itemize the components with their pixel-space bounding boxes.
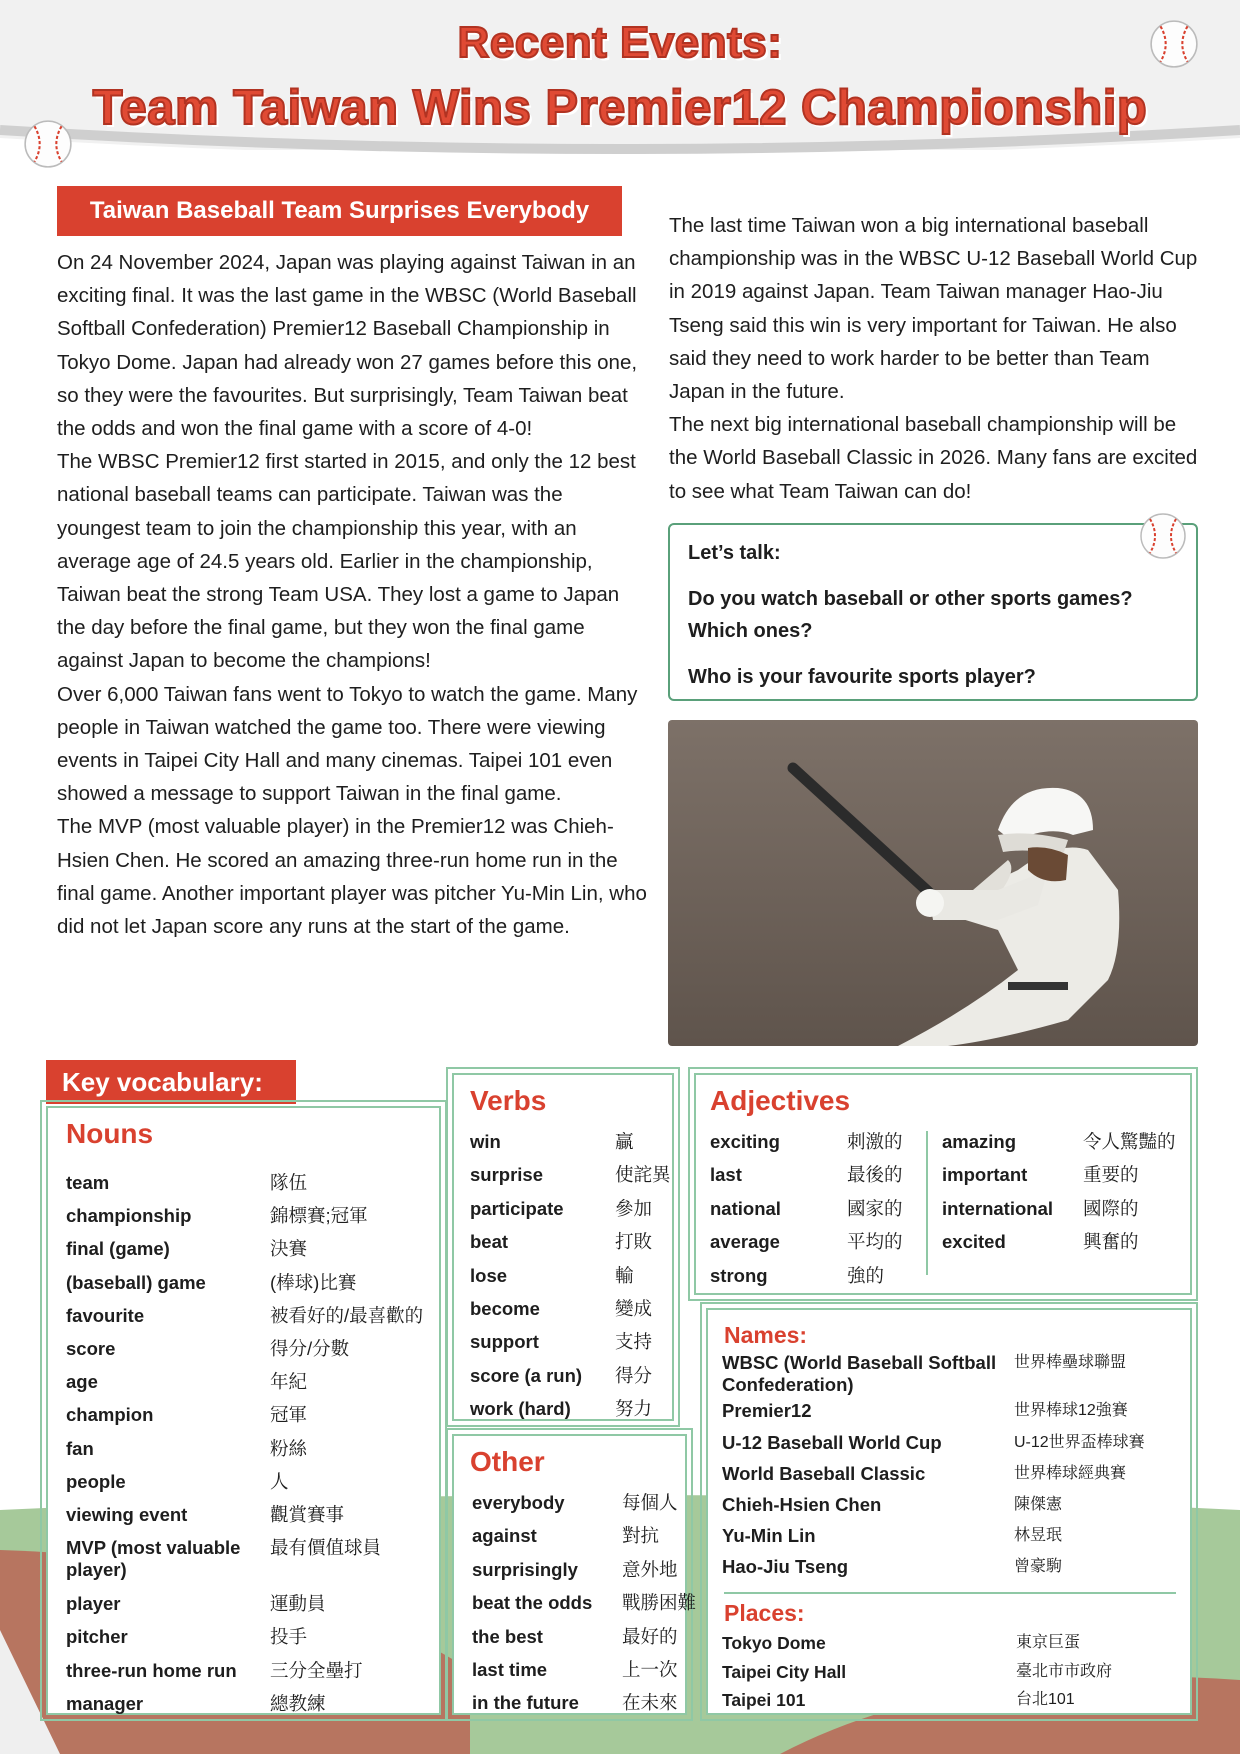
vocab-translation: 努力 [615, 1398, 653, 1420]
adjectives-box [694, 1073, 1192, 1295]
vocab-translation: 強的 [847, 1264, 885, 1286]
vocab-translation: 支持 [615, 1331, 653, 1353]
article-left-column [57, 246, 647, 943]
vocab-translation: 每個人 [622, 1492, 678, 1513]
vocab-term: amazing [942, 1131, 1017, 1152]
vocab-translation: 變成 [615, 1298, 653, 1319]
vocab-term: three-run home run [66, 1659, 237, 1681]
vocab-term: Hao-Jiu Tseng [722, 1556, 849, 1577]
places-heading: Places: [724, 1600, 805, 1626]
vocab-term: work (hard) [470, 1398, 571, 1420]
vocab-term: team [66, 1172, 110, 1193]
names-places-box [706, 1308, 1192, 1715]
vocab-translation: 總教練 [270, 1692, 326, 1714]
vocab-term: fan [66, 1437, 94, 1459]
vocab-term: Premier12 [722, 1400, 812, 1421]
vocab-term: beat the odds [472, 1592, 593, 1614]
vocab-term: WBSC (World Baseball Softball Confederation) [722, 1352, 997, 1395]
vocab-translation: 意外地 [622, 1558, 678, 1580]
vocab-term: international [942, 1197, 1054, 1219]
vocab-translation: 刺激的 [847, 1131, 903, 1152]
vocab-translation: 輸 [615, 1264, 634, 1286]
verbs-heading: Verbs [470, 1085, 547, 1116]
vocab-term: national [710, 1197, 781, 1219]
vocab-term: Chieh-Hsien Chen [722, 1494, 882, 1515]
page-title-line2: Team Taiwan Wins Premier12 Championship [92, 81, 1148, 135]
other-box [452, 1434, 697, 1715]
vocab-translation: 林昱珉 [1014, 1527, 1063, 1544]
vocab-translation: 使詫異 [615, 1164, 671, 1186]
vocab-term: manager [66, 1692, 144, 1714]
vocab-term: pitcher [66, 1626, 128, 1648]
vocab-translation: 錦標賽;冠軍 [270, 1205, 368, 1227]
vocab-term: against [472, 1525, 537, 1547]
vocab-term: Yu-Min Lin [722, 1525, 816, 1546]
vocab-translation: 世界棒球12強賽 [1014, 1402, 1128, 1419]
vocab-term: MVP (most valuable player) [66, 1537, 241, 1581]
vocab-term: final (game) [66, 1238, 170, 1260]
key-vocabulary-label: Key vocabulary: [46, 1060, 296, 1104]
vocab-translation: 冠軍 [270, 1404, 308, 1426]
vocab-translation: 得分/分數 [270, 1338, 350, 1359]
vocab-term: average [710, 1231, 780, 1253]
vocab-translation: 運動員 [270, 1593, 326, 1615]
vocab-translation: 隊伍 [270, 1172, 308, 1193]
vocab-translation: 打敗 [615, 1231, 653, 1253]
vocab-translation: 台北101 [1016, 1691, 1075, 1708]
vocab-term: score (a run) [470, 1364, 583, 1386]
lets-talk-title: Let’s talk: [688, 542, 781, 564]
vocab-term: champion [66, 1404, 154, 1426]
vocab-translation: 世界棒壘球聯盟 [1014, 1354, 1127, 1371]
vocab-term: player [66, 1593, 121, 1615]
adjectives-heading: Adjectives [710, 1085, 851, 1116]
vocab-term: important [942, 1164, 1028, 1186]
article-paragraph: The MVP (most valuable player) in the Premier12 was Chieh-Hsien Chen. He scored an amazing three-run home run in the final game. Another important player was pitcher Yu-Min Lin, who did not let Japan score any runs at the start of the game. [57, 815, 647, 939]
vocab-translation: 重要的 [1083, 1164, 1139, 1186]
vocab-translation: 被看好的/最喜歡的 [270, 1304, 424, 1326]
vocab-translation: 上一次 [622, 1659, 678, 1680]
article-paragraph: Over 6,000 Taiwan fans went to Tokyo to watch the game. Many people in Taiwan watched the game too. There were viewing events in Taipei City Hall and many cinemas. Taipei 101 even showed a message to support Taiwan in the final game. [57, 682, 638, 806]
vocab-term: exciting [710, 1131, 780, 1152]
vocab-translation: 得分 [615, 1364, 653, 1386]
vocab-term: strong [710, 1264, 768, 1286]
baseball-icon [22, 118, 74, 170]
vocab-translation: 令人驚豔的 [1083, 1131, 1176, 1152]
vocab-term: everybody [472, 1492, 565, 1513]
vocab-term: last time [472, 1659, 548, 1680]
vocab-term: participate [470, 1197, 564, 1219]
lets-talk-box [668, 523, 1198, 701]
article-paragraph: On 24 November 2024, Japan was playing against Taiwan in an exciting final. It was the last game in the WBSC (World Baseball Softball Confederation) Premier12 Baseball Championship in Tokyo Dome. Japan had already won 27 games before this one, so they were the favourites. But surprisingly, Team Taiwan beat the odds and won the final game with a score of 4-0! [57, 251, 638, 441]
baseball-batter-photo [668, 720, 1198, 1046]
vocab-translation: 對抗 [622, 1525, 660, 1547]
baseball-icon [1148, 18, 1200, 70]
article-paragraph: The WBSC Premier12 first started in 2015, and only the 12 best national baseball teams can participate. Taiwan was the youngest team to join the championship this year, with an average age of 24.5 years old. Earlier in the championship, Taiwan beat the strong Team USA. They lost a game to Japan the day before the final game, but they won the final game against Japan to become the champions! [57, 450, 636, 673]
vocab-translation: 戰勝困難 [622, 1592, 697, 1614]
vocab-term: championship [66, 1205, 192, 1227]
page-title-line1: Recent Events: [457, 18, 783, 67]
vocab-term: last [710, 1164, 742, 1186]
vocab-translation: 國際的 [1083, 1197, 1139, 1219]
other-heading: Other [470, 1446, 545, 1477]
vocab-term: excited [942, 1231, 1006, 1253]
article-right-column [669, 209, 1209, 508]
vocab-term: beat [470, 1231, 509, 1253]
vocab-term: age [66, 1371, 98, 1393]
vocab-term: viewing event [66, 1504, 188, 1525]
vocab-translation: 興奮的 [1083, 1231, 1139, 1253]
article-paragraph: The next big international baseball championship will be the World Baseball Classic in 2026. Many fans are excited to see what Team Taiwan can do! [669, 413, 1198, 503]
vocab-term: Tokyo Dome [722, 1633, 826, 1653]
talk-question: Who is your favourite sports player? [688, 666, 1036, 688]
article-heading: Taiwan Baseball Team Surprises Everybody [57, 186, 622, 236]
vocab-translation: 觀賞賽事 [270, 1504, 345, 1525]
vocab-term: surprisingly [472, 1558, 578, 1580]
vocab-translation: 最好的 [622, 1625, 678, 1647]
vocab-translation: 三分全壘打 [270, 1659, 363, 1681]
vocab-translation: 國家的 [847, 1197, 903, 1219]
baseball-icon [1138, 511, 1188, 561]
vocab-translation: 世界棒球經典賽 [1014, 1465, 1127, 1482]
vocab-translation: 參加 [615, 1197, 653, 1219]
vocab-term: support [470, 1331, 539, 1353]
vocab-translation: 決賽 [270, 1238, 308, 1260]
vocab-translation: 投手 [270, 1626, 308, 1648]
vocab-translation: (棒球)比賽 [270, 1271, 357, 1293]
article-paragraph: The last time Taiwan won a big international baseball championship was in the WBSC U-12 Baseball World Cup in 2019 against Japan. Team Taiwan manager Hao-Jiu Tseng said this win is very important for Taiwan. He also said they need to work harder to be better than Team Japan in the future. [669, 214, 1198, 404]
vocab-term: favourite [66, 1304, 145, 1326]
vocab-term: U-12 Baseball World Cup [722, 1432, 942, 1453]
vocab-term: score [66, 1338, 116, 1359]
vocab-translation: 粉絲 [270, 1437, 308, 1459]
vocab-term: World Baseball Classic [722, 1463, 926, 1484]
vocab-translation: 臺北市市政府 [1016, 1662, 1113, 1680]
vocab-term: people [66, 1470, 126, 1492]
vocab-translation: 最有價值球員 [270, 1537, 382, 1559]
vocab-translation: 年紀 [270, 1371, 308, 1393]
vocab-term: Taipei City Hall [722, 1661, 847, 1682]
vocab-translation: 贏 [615, 1131, 634, 1152]
talk-question: Do you watch baseball or other sports games? Which ones? [688, 588, 1133, 642]
vocab-term: in the future [472, 1692, 579, 1714]
names-places-divider [724, 1592, 1176, 1594]
verbs-box [452, 1073, 674, 1421]
vocab-translation: 東京巨蛋 [1016, 1634, 1081, 1651]
names-heading: Names: [724, 1322, 808, 1348]
adjectives-divider [926, 1131, 928, 1275]
vocab-term: win [470, 1131, 501, 1152]
nouns-box [46, 1106, 441, 1715]
vocab-term: become [470, 1298, 540, 1319]
vocab-term: (baseball) game [66, 1271, 206, 1293]
vocab-translation: 平均的 [847, 1231, 903, 1253]
vocab-term: surprise [470, 1164, 544, 1186]
vocab-translation: U-12世界盃棒球賽 [1014, 1434, 1145, 1451]
vocab-term: Taipei 101 [722, 1690, 806, 1710]
vocab-translation: 曾豪駒 [1014, 1558, 1063, 1575]
vocab-translation: 在未來 [622, 1692, 678, 1714]
vocab-translation: 人 [270, 1470, 289, 1492]
vocab-translation: 最後的 [847, 1164, 903, 1186]
nouns-heading: Nouns [66, 1118, 154, 1149]
vocab-term: lose [470, 1264, 508, 1286]
vocab-translation: 陳傑憲 [1014, 1496, 1063, 1513]
vocab-term: the best [472, 1625, 543, 1647]
